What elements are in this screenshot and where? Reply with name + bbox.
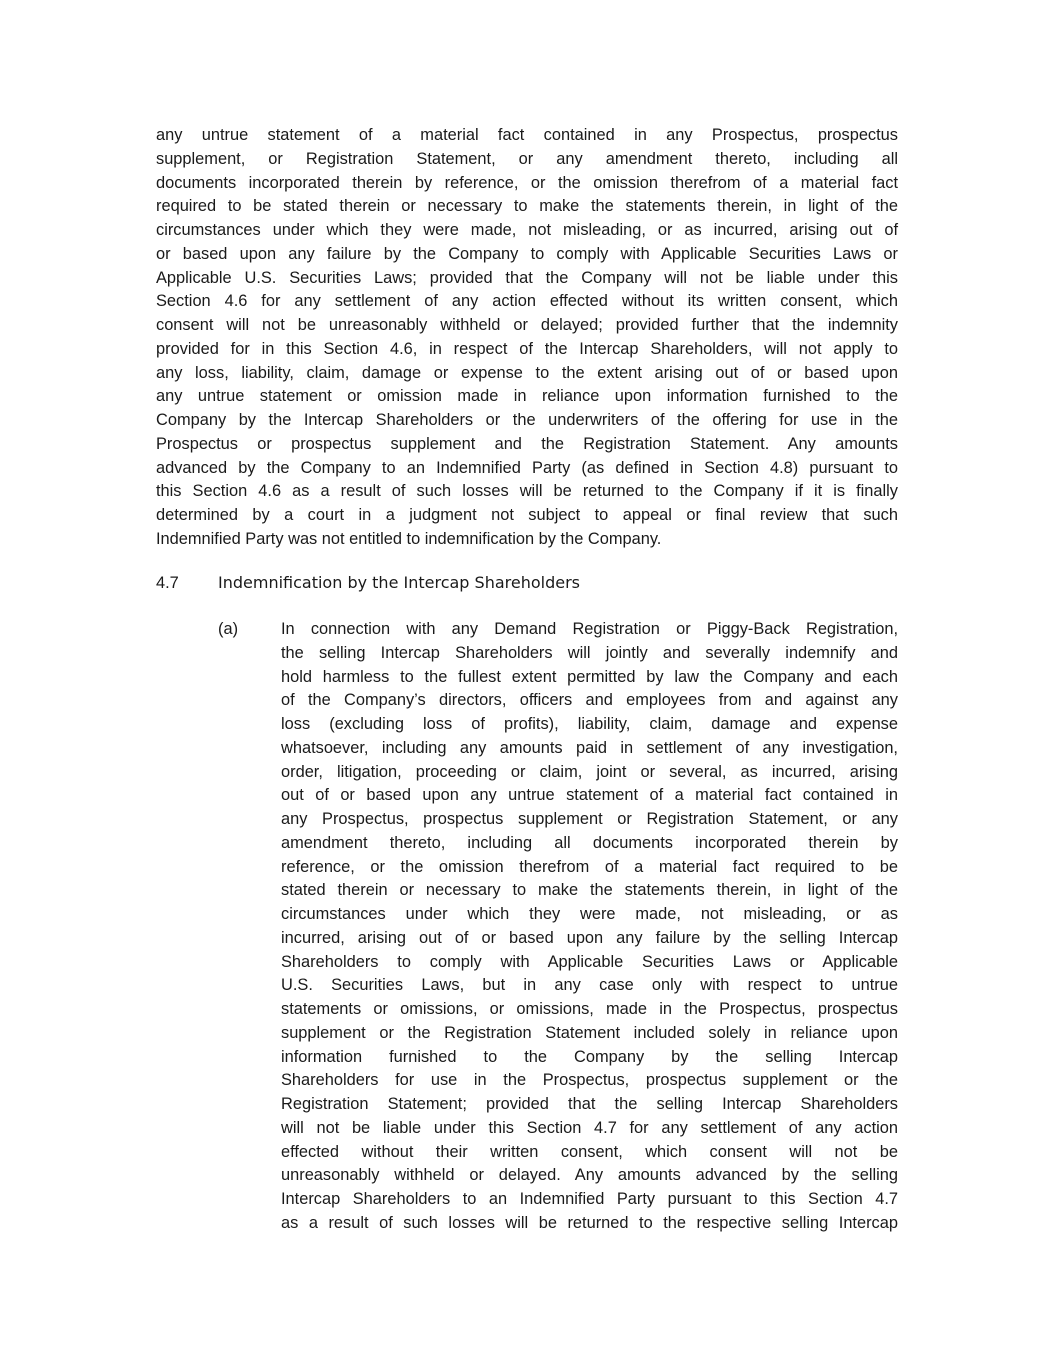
text-line: loss (excluding loss of profits), liability, claim, damage and expense	[281, 715, 898, 733]
section-4-6-paragraph	[156, 124, 898, 552]
text-line: unreasonably withheld or delayed. Any amounts advanced by the selling	[281, 1166, 898, 1185]
text-line: this Section 4.6 as a result of such losses will be returned to the Company if it is finally	[156, 482, 898, 501]
text-line: information furnished to the Company by the selling Intercap	[281, 1047, 898, 1066]
text-line: any untrue statement or omission made in reliance upon information furnished to the	[156, 387, 898, 406]
text-line: Shareholders to comply with Applicable Securities Laws or Applicable	[281, 952, 898, 971]
text-line: Company by the Intercap Shareholders or the underwriters of the offering for use in the	[156, 411, 898, 429]
subsection-a-label: (a)	[218, 620, 239, 638]
text-line: out of or based upon any untrue statement of a material fact contained in	[281, 786, 898, 805]
text-line: Indemnified Party was not entitled to indemnification by the Company.	[156, 529, 662, 548]
text-line: provided for in this Section 4.6, in respect of the Intercap Shareholders, will not apply to	[156, 339, 898, 358]
text-line: order, litigation, proceeding or claim, joint or several, as incurred, arising	[281, 762, 898, 781]
text-line: of the Company’s directors, officers and employees from and against any	[281, 691, 898, 710]
text-line: circumstances under which they were made, not misleading, or as	[281, 905, 898, 923]
text-line: Shareholders for use in the Prospectus, prospectus supplement or the	[281, 1071, 898, 1090]
text-line: will not be liable under this Section 4.7 for any settlement of any action	[281, 1118, 898, 1137]
text-line: as a result of such losses will be returned to the respective selling Intercap	[281, 1213, 898, 1232]
text-line: effected without their written consent, which consent will not be	[281, 1142, 898, 1161]
text-line: Registration Statement; provided that the selling Intercap Shareholders	[281, 1095, 898, 1113]
text-line: supplement, or Registration Statement, or any amendment thereto, including all	[156, 149, 898, 168]
text-line: circumstances under which they were made, not misleading, or as incurred, arising out of	[156, 221, 898, 239]
text-line: the selling Intercap Shareholders will jointly and severally indemnify and	[281, 643, 898, 662]
text-line: In connection with any Demand Registration or Piggy-Back Registration,	[281, 620, 898, 638]
text-line: U.S. Securities Laws, but in any case only with respect to untrue	[281, 976, 898, 995]
text-line: incurred, arising out of or based upon any failure by the selling Intercap	[281, 928, 898, 947]
text-line: whatsoever, including any amounts paid in settlement of any investigation,	[281, 738, 898, 757]
text-line: hold harmless to the fullest extent permitted by law the Company and each	[281, 667, 898, 686]
text-line: any untrue statement of a material fact contained in any Prospectus, prospectus	[156, 126, 898, 144]
text-line: consent will not be unreasonably withheld or delayed; provided further that the indemnity	[156, 316, 898, 334]
text-line: any loss, liability, claim, damage or expense to the extent arising out of or based upon	[156, 363, 898, 382]
text-line: Prospectus or prospectus supplement and the Registration Statement. Any amounts	[156, 434, 898, 453]
text-line: statements or omissions, or omissions, made in the Prospectus, prospectus	[281, 1000, 898, 1018]
section-4-7-number: 4.7	[156, 574, 179, 592]
text-line: documents incorporated therein by reference, or the omission therefrom of a material fact	[156, 173, 898, 192]
text-line: Applicable U.S. Securities Laws; provided that the Company will not be liable under this	[156, 268, 898, 287]
text-line: or based upon any failure by the Company to comply with Applicable Securities Laws or	[156, 244, 898, 263]
text-line: Section 4.6 for any settlement of any action effected without its written consent, which	[156, 292, 898, 311]
section-4-7-heading: Indemnification by the Intercap Shareholders	[218, 573, 581, 592]
text-line: supplement or the Registration Statement included solely in reliance upon	[281, 1023, 898, 1042]
text-line: advanced by the Company to an Indemnified Party (as defined in Section 4.8) pursuant to	[156, 458, 898, 477]
subsection-a-paragraph	[281, 618, 898, 1236]
text-line: required to be stated therein or necessary to make the statements therein, in light of the	[156, 197, 898, 216]
text-line: stated therein or necessary to make the statements therein, in light of the	[281, 881, 898, 900]
text-line: Intercap Shareholders to an Indemnified Party pursuant to this Section 4.7	[281, 1190, 898, 1208]
text-line: amendment thereto, including all documents incorporated therein by	[281, 833, 898, 852]
text-line: reference, or the omission therefrom of a material fact required to be	[281, 857, 898, 876]
text-line: any Prospectus, prospectus supplement or Registration Statement, or any	[281, 810, 898, 828]
text-line: determined by a court in a judgment not subject to appeal or final review that such	[156, 506, 898, 524]
